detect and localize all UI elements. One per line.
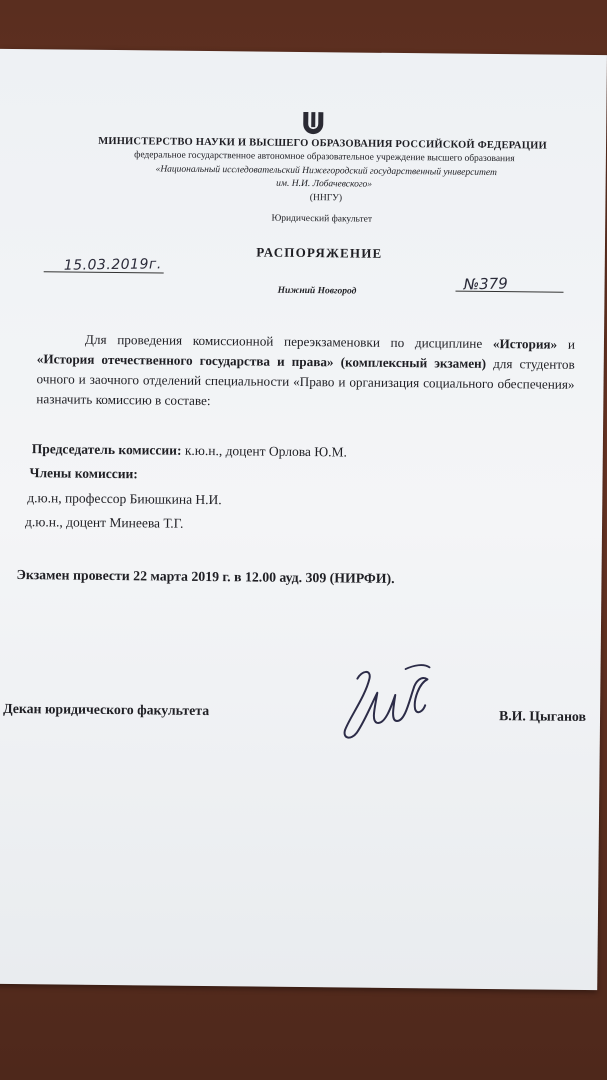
members-label: Члены комиссии:: [29, 465, 138, 482]
discipline-2: «История отечественного государства и права»: [36, 351, 334, 370]
handwritten-signature: [335, 648, 436, 749]
university-abbreviation: (ННГУ): [309, 193, 343, 204]
commission-member: д.ю.н., доцент Минеева Т.Г.: [24, 514, 184, 531]
signatory-position: Декан юридического факультета: [3, 700, 210, 719]
commission-chair: [32, 441, 347, 460]
exam-type: (комплексный экзамен): [340, 354, 487, 371]
institution-type: федеральное государственное автономное образовательное учреждение высшего образования: [134, 150, 515, 165]
faculty-name: Юридический факультет: [271, 213, 373, 225]
ministry-heading: МИНИСТЕРСТВО НАУКИ И ВЫСШЕГО ОБРАЗОВАНИЯ РОССИЙСКОЙ ФЕДЕРАЦИИ: [98, 135, 547, 152]
order-number: №379: [463, 274, 509, 294]
city-name: Нижний Новгород: [277, 285, 357, 297]
body-text-start: Для проведения комиссионной переэкзаменовки по дисциплине: [84, 331, 494, 351]
body-conjunction: и: [557, 336, 576, 352]
order-body: [36, 329, 575, 415]
body-text-end: для студентов очного и заочного отделений специальности «Право и организация социального обеспечения» назначить комиссию в составе:: [36, 355, 575, 409]
document-page: [0, 49, 607, 990]
order-date: 15.03.2019г.: [63, 256, 162, 274]
commission-member: д.ю.н, профессор Биюшкина Н.И.: [27, 490, 222, 508]
university-name-line1: «Национальный исследовательский Нижегородский государственный университет: [155, 164, 497, 179]
signatory-name: В.И. Цыганов: [498, 708, 587, 724]
order-paragraph: [36, 329, 575, 415]
university-name-line2: им. Н.И. Лобачевского»: [276, 178, 373, 190]
exam-schedule: Экзамен провести 22 марта 2019 г. в 12.00 ауд. 309 (НИРФИ).: [16, 567, 395, 586]
chair-label: Председатель комиссии:: [31, 441, 182, 458]
document-title: РАСПОРЯЖЕНИЕ: [256, 244, 383, 261]
university-logo-icon: [299, 110, 327, 136]
discipline-1: «История»: [492, 336, 558, 352]
chair-value: к.ю.н., доцент Орлова Ю.М.: [181, 442, 348, 460]
